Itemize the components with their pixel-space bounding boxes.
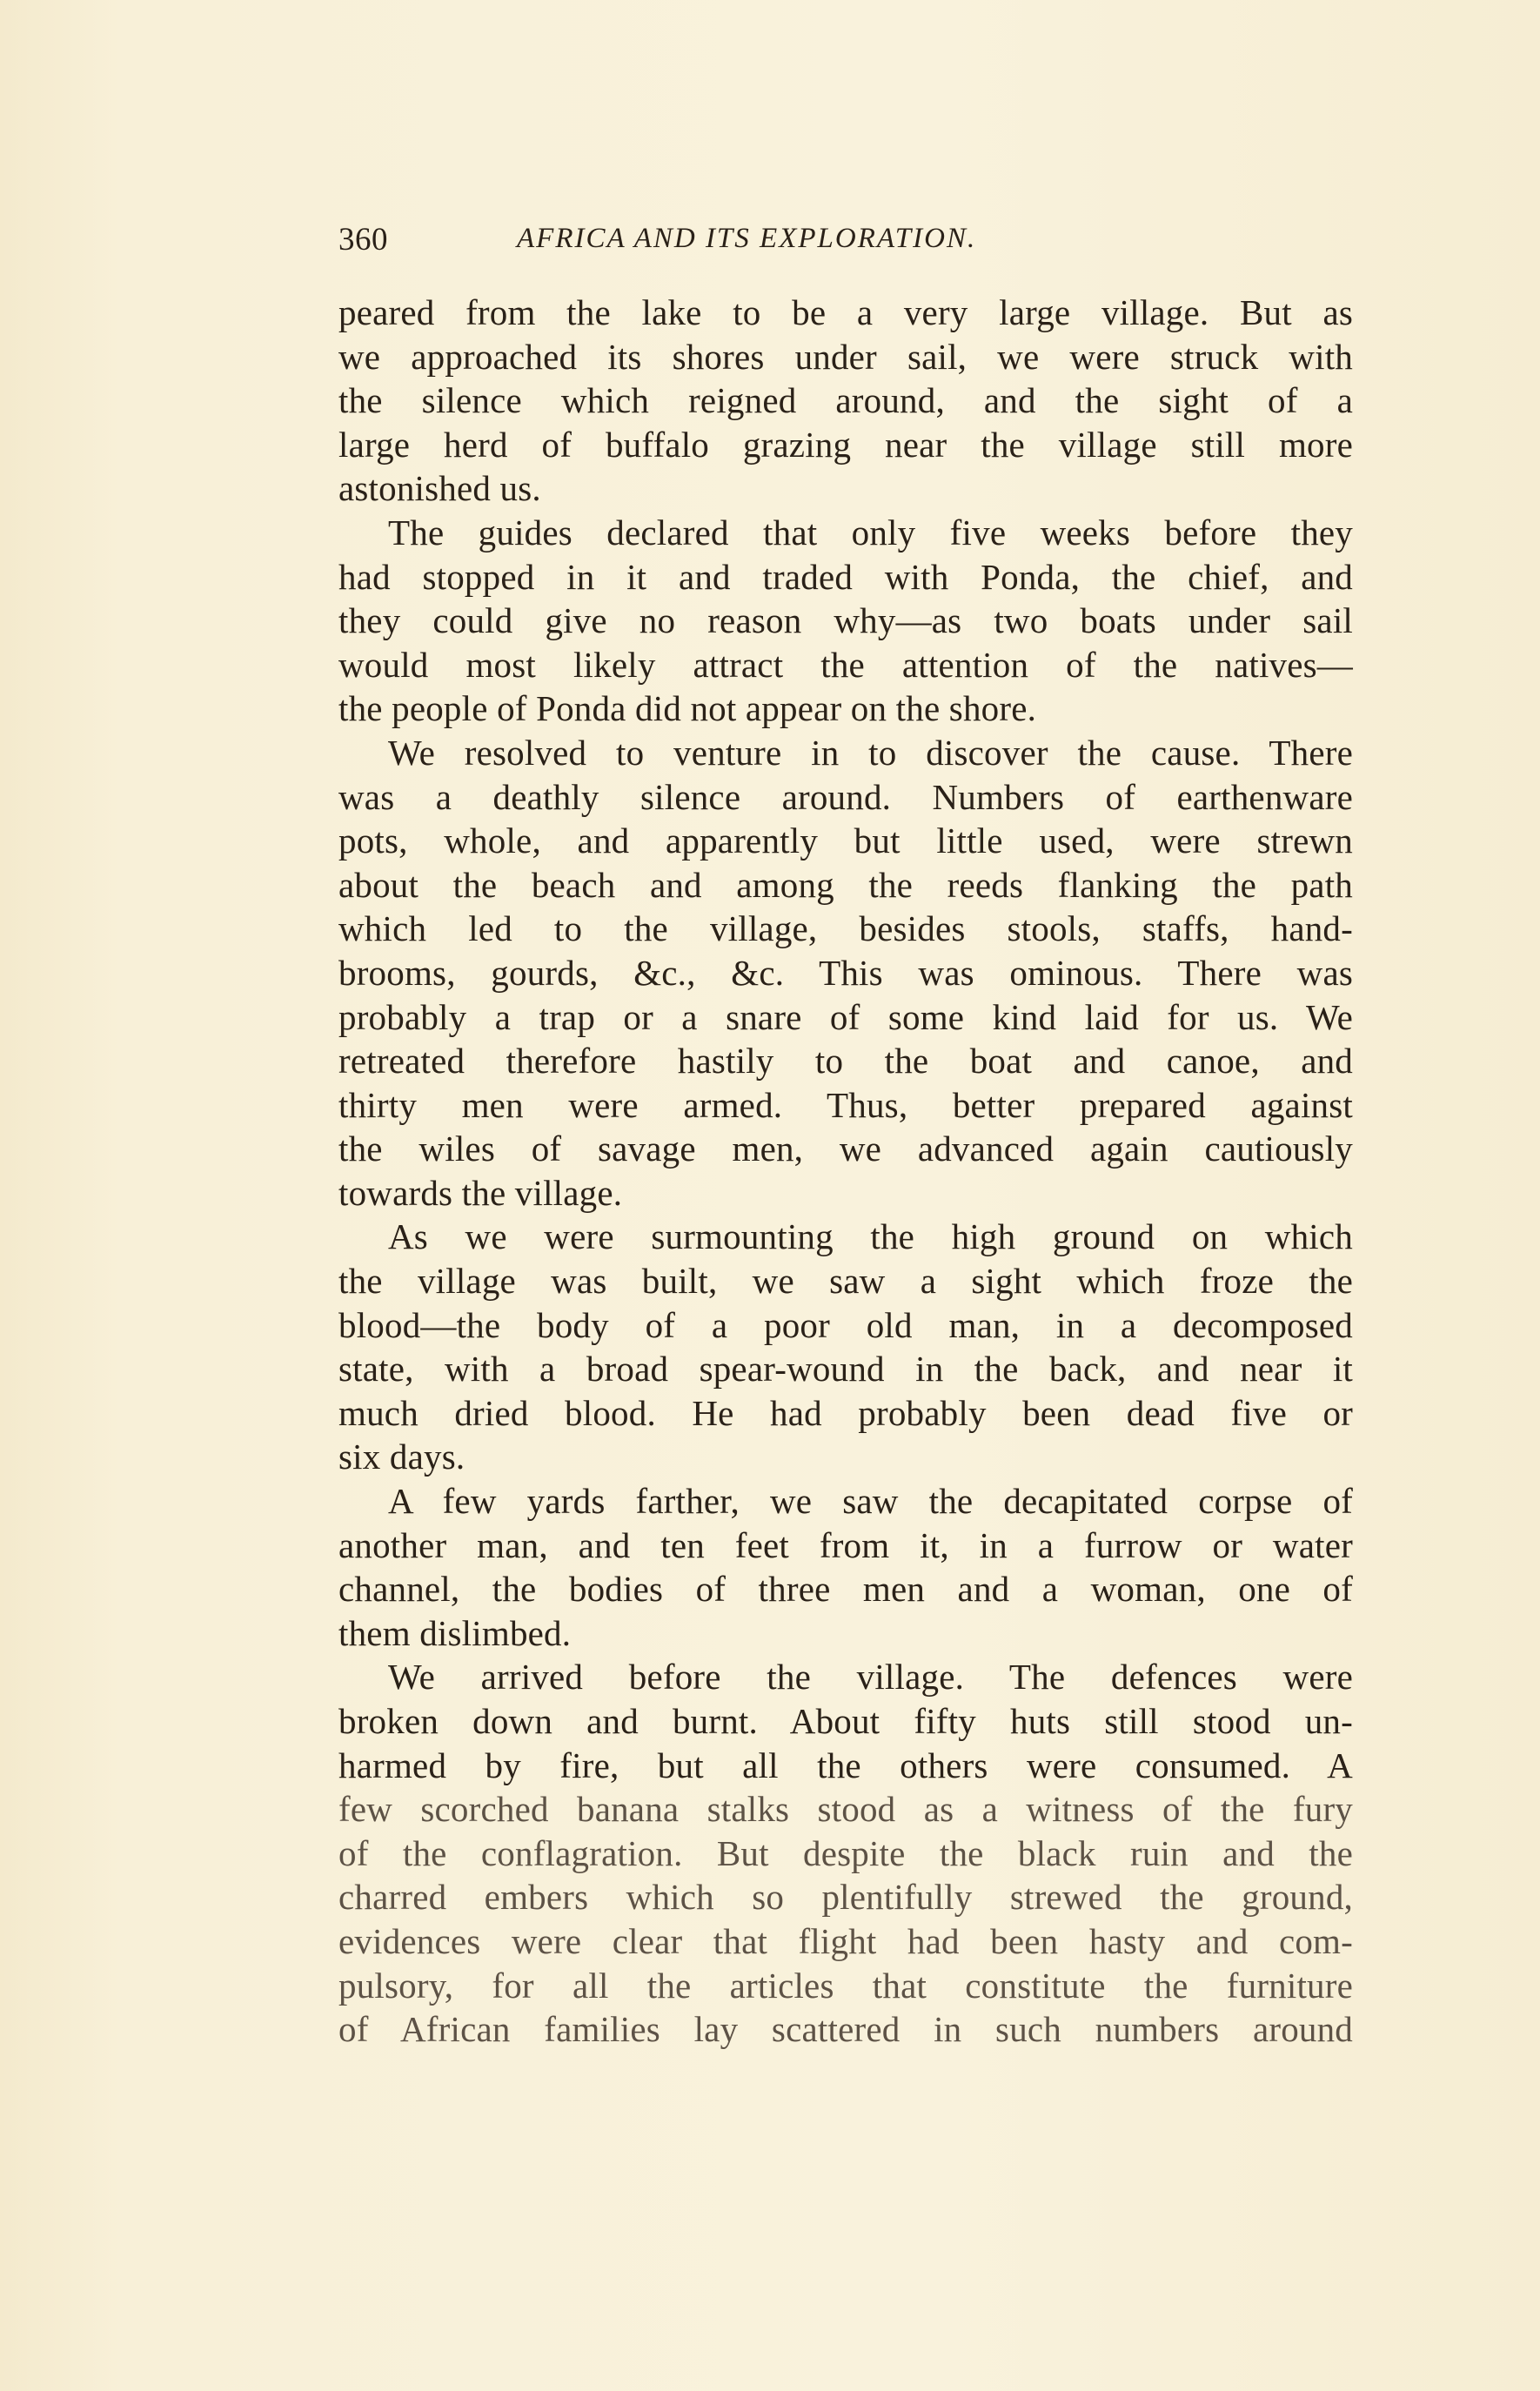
text-line: large herd of buffalo grazing near the village still more [338, 424, 1353, 465]
text-line: retreated therefore hastily to the boat and canoe, and [338, 1041, 1353, 1082]
text-line: broken down and burnt. About fifty huts still stood un- [338, 1701, 1353, 1741]
text-line: another man, and ten feet from it, in a furrow or water [338, 1524, 1353, 1565]
text-line: much dried blood. He had probably been dead five or [338, 1392, 1353, 1433]
text-line: The guides declared that only five weeks before they [388, 512, 1353, 553]
text-line: brooms, gourds, &c., &c. This was ominous. There was [338, 952, 1353, 993]
page-number: 360 [338, 222, 388, 258]
text-line: astonished us. [338, 468, 541, 509]
text-line: channel, the bodies of three men and a woman, one of [338, 1569, 1353, 1610]
text-line: of African families lay scattered in such numbers around [338, 2009, 1353, 2050]
text-line: We arrived before the village. The defences were [388, 1657, 1353, 1698]
page-header [338, 221, 1353, 265]
text-line: thirty men were armed. Thus, better prepared against [338, 1084, 1353, 1125]
text-line: had stopped in it and traded with Ponda, the chief, and [338, 556, 1353, 597]
text-line: state, with a broad spear-wound in the back, and near it [338, 1349, 1353, 1390]
text-line: the wiles of savage men, we advanced again cautiously [338, 1129, 1353, 1169]
text-line: harmed by fire, but all the others were consumed. A [338, 1745, 1353, 1785]
text-line: peared from the lake to be a very large village. But as [338, 292, 1353, 332]
text-line: they could give no reason why—as two boats under sail [338, 600, 1353, 641]
text-line: probably a trap or a snare of some kind laid for us. We [338, 996, 1353, 1037]
text-line: of the conflagration. But despite the black ruin and the [338, 1832, 1353, 1873]
body-text [338, 291, 1353, 2052]
text-line: was a deathly silence around. Numbers of earthenware [338, 776, 1353, 817]
text-line: towards the village. [338, 1172, 623, 1213]
text-line: them dislimbed. [338, 1612, 572, 1653]
text-line: the village was built, we saw a sight which froze the [338, 1261, 1353, 1302]
text-line: would most likely attract the attention of the natives— [338, 644, 1353, 685]
text-line: As we were surmounting the high ground on which [388, 1216, 1353, 1257]
running-title: AFRICA AND ITS EXPLORATION. [517, 223, 977, 254]
text-line: which led to the village, besides stools, staffs, hand- [338, 908, 1353, 949]
text-line: the silence which reigned around, and the sight of a [338, 380, 1353, 421]
text-line: the people of Ponda did not appear on the shore. [338, 688, 1037, 729]
text-line: pots, whole, and apparently but little used, were strewn [338, 820, 1353, 861]
text-line: about the beach and among the reeds flanking the path [338, 864, 1353, 905]
text-line: six days. [338, 1437, 465, 1477]
text-line: pulsory, for all the articles that constitute the furniture [338, 1965, 1353, 2006]
text-line: evidences were clear that flight had been hasty and com- [338, 1920, 1353, 1961]
text-line: A few yards farther, we saw the decapitated corpse of [388, 1481, 1353, 1522]
text-line: we approached its shores under sail, we were struck with [338, 336, 1353, 377]
text-line: few scorched banana stalks stood as a witness of the fury [338, 1789, 1353, 1830]
text-line: We resolved to venture in to discover the cause. There [388, 732, 1353, 773]
text-line: charred embers which so plentifully strewed the ground, [338, 1877, 1353, 1918]
text-line: blood—the body of a poor old man, in a decomposed [338, 1304, 1353, 1345]
